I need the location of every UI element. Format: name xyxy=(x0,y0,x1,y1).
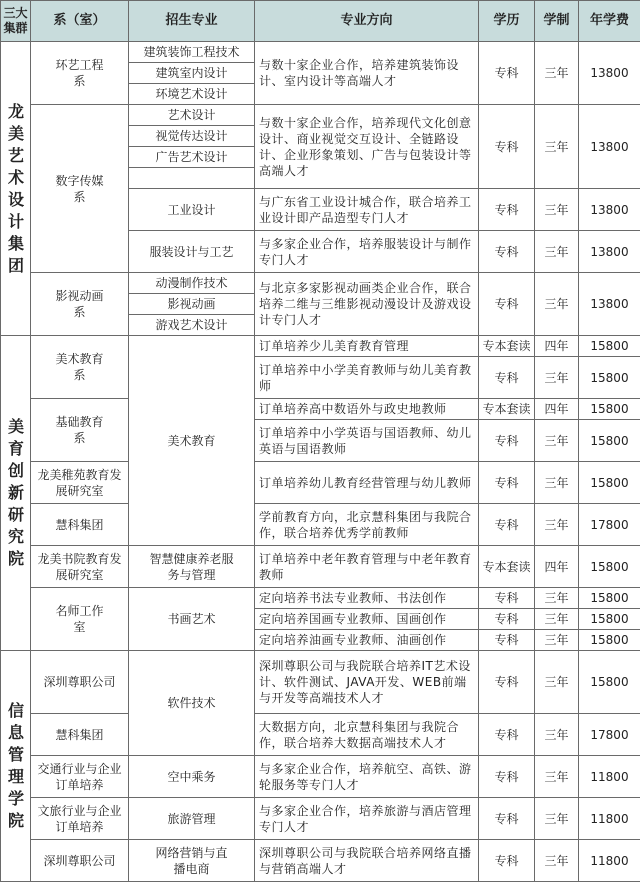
direction-cell: 定向培养国画专业教师、国画创作 xyxy=(255,609,479,630)
tuition-cell: 15800 xyxy=(579,609,640,630)
degree-cell: 专科 xyxy=(479,273,535,336)
header-duration: 学制 xyxy=(535,1,579,42)
degree-cell: 专科 xyxy=(479,714,535,756)
header-direction: 专业方向 xyxy=(255,1,479,42)
tuition-cell: 15800 xyxy=(579,588,640,609)
dept-cell: 龙美稚苑教育发展研究室 xyxy=(31,462,129,504)
duration-cell: 三年 xyxy=(535,42,579,105)
degree-cell: 专科 xyxy=(479,462,535,504)
direction-cell: 与多家企业合作，培养航空、高铁、游轮服务等专门人才 xyxy=(255,756,479,798)
duration-cell: 四年 xyxy=(535,336,579,357)
duration-cell: 三年 xyxy=(535,420,579,462)
group-cell: 龙美艺术设计集团 xyxy=(1,42,31,336)
direction-cell: 订单培养中小学美育教师与幼儿美育教师 xyxy=(255,357,479,399)
direction-cell: 大数据方向，北京慧科集团与我院合作，联合培养大数据高端技术人才 xyxy=(255,714,479,756)
direction-cell: 与多家企业合作，培养旅游与酒店管理专门人才 xyxy=(255,798,479,840)
header-department: 系（室） xyxy=(31,1,129,42)
duration-cell: 三年 xyxy=(535,105,579,189)
tuition-cell: 15800 xyxy=(579,462,640,504)
degree-cell: 专科 xyxy=(479,798,535,840)
dept-cell: 慧科集团 xyxy=(31,504,129,546)
direction-cell: 深圳尊职公司与我院联合培养网络直播与营销高端人才 xyxy=(255,840,479,882)
direction-cell: 深圳尊职公司与我院联合培养IT艺术设计、软件测试、JAVA开发、WEB前端与开发等高端技术人才 xyxy=(255,651,479,714)
tuition-cell: 17800 xyxy=(579,714,640,756)
major-cell: 建筑室内设计 xyxy=(129,63,255,84)
direction-cell: 学前教育方向，北京慧科集团与我院合作，联合培养优秀学前教师 xyxy=(255,504,479,546)
direction-cell: 与数十家企业合作，培养现代文化创意设计、商业视觉交互设计、全链路设计、企业形象策划、广告与包装设计等高端人才 xyxy=(255,105,479,189)
major-cell: 游戏艺术设计 xyxy=(129,315,255,336)
header-tuition: 年学费 xyxy=(579,1,640,42)
degree-cell: 专科 xyxy=(479,504,535,546)
duration-cell: 三年 xyxy=(535,357,579,399)
major-cell xyxy=(129,168,255,189)
table-header-row xyxy=(1,1,640,42)
table-row xyxy=(1,399,640,420)
major-cell: 网络营销与直播电商 xyxy=(129,840,255,882)
direction-cell: 与广东省工业设计城合作，联合培养工业设计即产品造型专门人才 xyxy=(255,189,479,231)
tuition-cell: 15800 xyxy=(579,399,640,420)
dept-cell: 交通行业与企业订单培养 xyxy=(31,756,129,798)
table-row xyxy=(1,588,640,609)
table-row xyxy=(1,504,640,525)
major-cell: 旅游管理 xyxy=(129,798,255,840)
direction-cell: 订单培养少儿美育教育管理 xyxy=(255,336,479,357)
direction-cell: 与多家企业合作，培养服装设计与制作专门人才 xyxy=(255,231,479,273)
major-cell: 服装设计与工艺 xyxy=(129,231,255,273)
dept-cell: 文旅行业与企业订单培养 xyxy=(31,798,129,840)
duration-cell: 四年 xyxy=(535,546,579,588)
direction-cell: 订单培养高中数语外与政史地教师 xyxy=(255,399,479,420)
major-cell: 美术教育 xyxy=(129,336,255,546)
dept-cell: 名师工作室 xyxy=(31,588,129,651)
major-cell: 智慧健康养老服务与管理 xyxy=(129,546,255,588)
direction-cell: 订单培养中老年教育管理与中老年教育教师 xyxy=(255,546,479,588)
table-row xyxy=(1,546,640,567)
group-cell: 美育创新研究院 xyxy=(1,336,31,651)
major-cell: 影视动画 xyxy=(129,294,255,315)
degree-cell: 专科 xyxy=(479,231,535,273)
header-cluster: 三大集群 xyxy=(1,1,31,42)
table-row xyxy=(1,462,640,483)
header-degree: 学历 xyxy=(479,1,535,42)
dept-cell: 美术教育系 xyxy=(31,336,129,399)
duration-cell: 四年 xyxy=(535,399,579,420)
major-cell: 书画艺术 xyxy=(129,588,255,651)
degree-cell: 专科 xyxy=(479,357,535,399)
tuition-cell: 13800 xyxy=(579,231,640,273)
direction-cell: 定向培养书法专业教师、书法创作 xyxy=(255,588,479,609)
major-cell: 广告艺术设计 xyxy=(129,147,255,168)
tuition-cell: 13800 xyxy=(579,273,640,336)
dept-cell: 影视动画系 xyxy=(31,273,129,336)
dept-cell: 基础教育系 xyxy=(31,399,129,462)
dept-cell: 数字传媒系 xyxy=(31,105,129,273)
tuition-cell: 15800 xyxy=(579,336,640,357)
major-cell: 工业设计 xyxy=(129,189,255,231)
major-cell: 动漫制作技术 xyxy=(129,273,255,294)
degree-cell: 专科 xyxy=(479,840,535,882)
major-cell: 建筑装饰工程技术 xyxy=(129,42,255,63)
duration-cell: 三年 xyxy=(535,588,579,609)
header-major: 招生专业 xyxy=(129,1,255,42)
duration-cell: 三年 xyxy=(535,756,579,798)
direction-cell: 与数十家企业合作，培养建筑装饰设计、室内设计等高端人才 xyxy=(255,42,479,105)
duration-cell: 三年 xyxy=(535,504,579,546)
table-row xyxy=(1,651,640,672)
table-row xyxy=(1,798,640,819)
major-cell: 空中乘务 xyxy=(129,756,255,798)
duration-cell: 三年 xyxy=(535,189,579,231)
table-row xyxy=(1,714,640,735)
tuition-cell: 13800 xyxy=(579,105,640,189)
table-row xyxy=(1,336,640,357)
degree-cell: 专科 xyxy=(479,588,535,609)
tuition-cell: 15800 xyxy=(579,630,640,651)
major-cell: 艺术设计 xyxy=(129,105,255,126)
group-cell: 信息管理学院 xyxy=(1,651,31,882)
dept-cell: 深圳尊职公司 xyxy=(31,840,129,882)
tuition-cell: 13800 xyxy=(579,42,640,105)
tuition-cell: 15800 xyxy=(579,546,640,588)
duration-cell: 三年 xyxy=(535,714,579,756)
table-row xyxy=(1,105,640,126)
degree-cell: 专科 xyxy=(479,609,535,630)
tuition-cell: 15800 xyxy=(579,357,640,399)
duration-cell: 三年 xyxy=(535,798,579,840)
duration-cell: 三年 xyxy=(535,231,579,273)
direction-cell: 定向培养油画专业教师、油画创作 xyxy=(255,630,479,651)
degree-cell: 专本套读 xyxy=(479,546,535,588)
tuition-cell: 11800 xyxy=(579,840,640,882)
table-row xyxy=(1,273,640,294)
degree-cell: 专科 xyxy=(479,42,535,105)
major-cell: 软件技术 xyxy=(129,651,255,756)
tuition-cell: 15800 xyxy=(579,420,640,462)
direction-cell: 订单培养中小学英语与国语教师、幼儿英语与国语教师 xyxy=(255,420,479,462)
tuition-cell: 17800 xyxy=(579,504,640,546)
duration-cell: 三年 xyxy=(535,609,579,630)
dept-cell: 龙美书院教育发展研究室 xyxy=(31,546,129,588)
table-row xyxy=(1,756,640,777)
tuition-cell: 11800 xyxy=(579,756,640,798)
direction-cell: 与北京多家影视动画类企业合作，联合培养二维与三维影视动漫设计及游戏设计专门人才 xyxy=(255,273,479,336)
duration-cell: 三年 xyxy=(535,630,579,651)
degree-cell: 专科 xyxy=(479,105,535,189)
duration-cell: 三年 xyxy=(535,462,579,504)
dept-cell: 深圳尊职公司 xyxy=(31,651,129,714)
dept-cell: 环艺工程系 xyxy=(31,42,129,105)
degree-cell: 专科 xyxy=(479,420,535,462)
tuition-cell: 15800 xyxy=(579,651,640,714)
duration-cell: 三年 xyxy=(535,273,579,336)
tuition-cell: 11800 xyxy=(579,798,640,840)
table-row xyxy=(1,42,640,63)
direction-cell: 订单培养幼儿教育经营管理与幼儿教师 xyxy=(255,462,479,504)
degree-cell: 专科 xyxy=(479,189,535,231)
degree-cell: 专科 xyxy=(479,756,535,798)
table-row xyxy=(1,840,640,861)
dept-cell: 慧科集团 xyxy=(31,714,129,756)
degree-cell: 专本套读 xyxy=(479,399,535,420)
duration-cell: 三年 xyxy=(535,840,579,882)
degree-cell: 专科 xyxy=(479,651,535,714)
degree-cell: 专本套读 xyxy=(479,336,535,357)
duration-cell: 三年 xyxy=(535,651,579,714)
degree-cell: 专科 xyxy=(479,630,535,651)
tuition-cell: 13800 xyxy=(579,189,640,231)
major-cell: 视觉传达设计 xyxy=(129,126,255,147)
major-cell: 环境艺术设计 xyxy=(129,84,255,105)
